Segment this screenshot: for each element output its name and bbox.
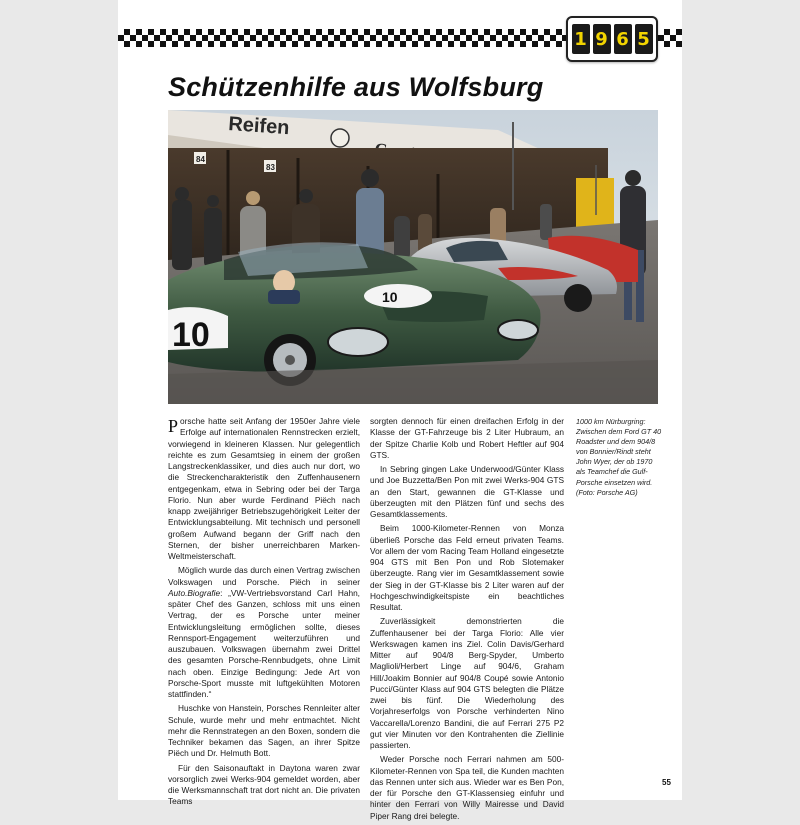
porsche-crest-icon <box>331 129 349 147</box>
paragraph-text: : „VW-Vertriebsvorstand Carl Hahn, später Chef des Ganzen, schloss mit uns einen Vertrag, der es Porsche unter meiner Entwicklungsleitung ermöglichen sollte, dieses Rennsport-Engagement weiterzuführen und auszubauen. Volkswagen übernahm zwei Drittel des gesamten Porsche-Rennbudgets, ohne Limit nach oben. Einzige Bedingung: Jede Art von Porsche-Sport musste mit luftgekühlten Motoren stattfinden.“ <box>168 587 360 699</box>
article-title: Schützenhilfe aus Wolfsburg <box>168 72 544 102</box>
page-number: 55 <box>662 778 671 787</box>
text-column-left <box>168 416 360 811</box>
paragraph: Zuverlässigkeit demonstrierten die Zuffenhausener bei der Targa Florio: Alle vier Werkswagen kamen ins Ziel. Colin Davis/Gerhard Mitter auf 904/8 Berg-Spyder, Umberto Maglioli/Herbert Linge auf 904/6, Graham Hill/Joakim Bonnier auf 904/8 Coupé sowie Antonio Pucci/Günter Klass auf 904 GTS belegten die Plätze zwei bis fünf. Die Wiederholung des Vorjahreserfolgs von Porsche verhinderten Nino Vaccarella/Lorenzo Bandini, die auf Ferrari 275 P2 gut vier Minuten vor den Kontrahenten die Ziellinie passierten. <box>370 616 564 750</box>
paragraph <box>168 565 360 700</box>
paragraph: Für den Saisonauftakt in Daytona waren zwar vorsorglich zwei Werks-904 gemeldet worden, aber die Werksmannschaft trat dort nicht an. Die privaten Teams <box>168 762 360 807</box>
year-digit: 9 <box>593 24 611 54</box>
paragraph <box>168 416 360 562</box>
paragraph-text: Möglich wurde das durch einen Vertrag zwischen Volkswagen und Porsche. Piëch in seiner <box>168 565 360 587</box>
year-digit: 6 <box>614 24 632 54</box>
stall-number: 84 <box>196 155 205 164</box>
race-pit-photo <box>168 110 658 404</box>
photo-illustration <box>168 110 658 404</box>
photo-sign-reifen: Reifen <box>227 113 291 140</box>
car-number: 10 <box>172 316 210 354</box>
paragraph: Weder Porsche noch Ferrari nahmen am 500-Kilometer-Rennen von Spa teil, die Kunden machten das Rennen unter sich aus. Wieder war es Ben Pon, der für Porsche den GT-Klassensieg einfuhr und hinter den Ferrari von Willy Mairesse und David Piper Rang drei belegte. <box>370 754 564 821</box>
book-page <box>118 0 682 821</box>
year-digit: 5 <box>635 24 653 54</box>
drop-cap: P <box>168 416 179 436</box>
book-title-emphasis: Auto.Biografie <box>168 587 221 598</box>
year-badge <box>566 16 658 62</box>
year-digit: 1 <box>572 24 590 54</box>
car-number: 10 <box>382 289 398 305</box>
paragraph: Beim 1000-Kilometer-Rennen von Monza überließ Porsche das Feld erneut privaten Teams. Vor allem der vom Racing Team Holland eingesetzte 904 GTS mit Ben Pon und Rob Slotemaker überzeugte. Rang vier im Gesamtklassement sowie der Sieg in der GT-Klasse bis 2 Liter waren auf der Hochgeschwindigkeitspiste ein beachtliches Resultat. <box>370 523 564 612</box>
paragraph: In Sebring gingen Lake Underwood/Günter Klass und Joe Buzzetta/Ben Pon mit zwei Werks-904 GTS an den Start, gewannen die GT-Klasse und überzeugten mit den Plätzen fünf und sechs des Gesamtklassements. <box>370 464 564 519</box>
stall-number: 83 <box>266 163 275 172</box>
photo-caption: 1000 km Nürburgring: Zwischen dem Ford GT 40 Roadster und dem 904/8 von Bonnier/Rindt steht John Wyer, der ob 1970 als Teamchef die Gulf-Porsche einsetzen wird. (Foto: Porsche AG) <box>576 417 662 497</box>
text-column-middle <box>370 416 564 825</box>
paragraph: Huschke von Hanstein, Porsches Rennleiter alter Schule, wurde mehr und mehr entmachtet. Nicht mehr die Rennstrategen an den Boxen, sondern die Techniker bekamen das Sagen, an ihrer Spitze Piëch und Dr. Helmuth Bott. <box>168 703 360 759</box>
paragraph-text: orsche hatte seit Anfang der 1950er Jahre viele Erfolge auf internationalen Rennstrecken erzielt, vorwiegend in kleineren Klassen. Nur gelegentlich reichte es zum Gesamtsieg in einem der großen Langstreckenklassiker, und dies auch nur dort, wo die Streckencharakteristik den Zuffenhausenern entgegenkam, etwa in Sebring oder bei der Targa Florio. Nun aber wurde Ferdinand Piëch nach knapp zweijähriger Betriebszugehörigkeit Leiter der Entwicklungsabteilung. Mit technisch und personell großem Aufwand begann der Griff nach den Sternen, der bisher unerreichbaren Marken-Weltmeisterschaft. <box>168 416 360 561</box>
paragraph: sorgten dennoch für einen dreifachen Erfolg in der Klasse der GT-Fahrzeuge bis 2 Liter Hubraum, an der Spitze Charlie Kolb und Robert Heftler auf 904 GTS. <box>370 416 564 460</box>
